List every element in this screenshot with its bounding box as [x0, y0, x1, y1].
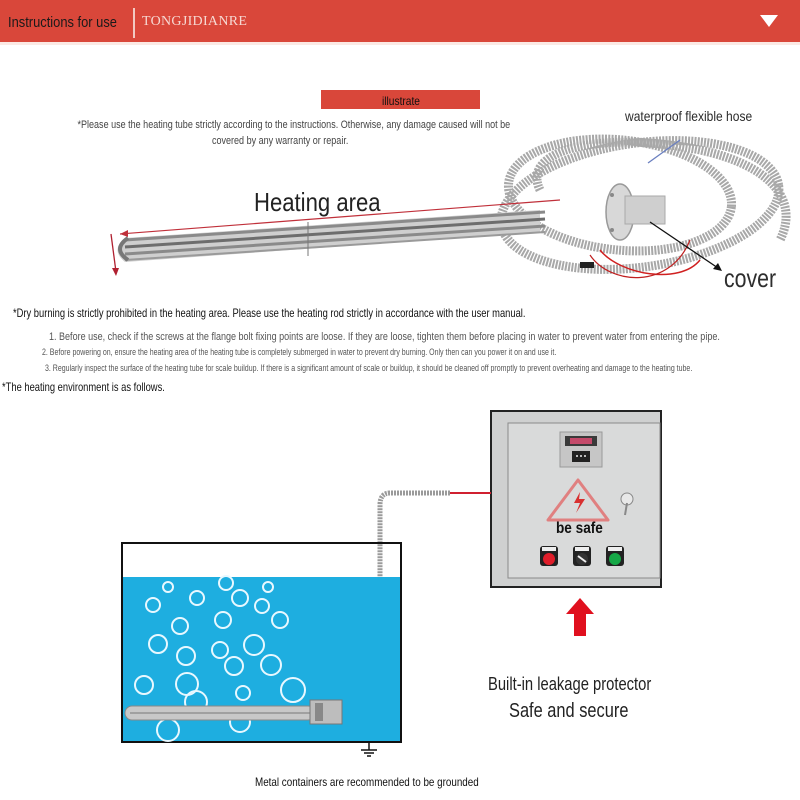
start-button — [606, 546, 624, 566]
heating-environment-diagram — [110, 400, 800, 770]
leakage-protector-label: Built-in leakage protector — [488, 674, 652, 694]
stop-button — [540, 546, 558, 566]
grounding-note: Metal containers are recommended to be grounded — [255, 775, 479, 789]
dry-burn-warning: *Dry burning is strictly prohibited in the heating area. Please use the heating rod strictly in accordance with the user manual. — [13, 306, 526, 320]
environment-heading: *The heating environment is as follows. — [2, 380, 165, 394]
flange-cover — [606, 184, 665, 240]
page-title: Instructions for use — [8, 14, 117, 31]
section-label: illustrate — [382, 94, 420, 108]
caret-down-icon[interactable] — [760, 15, 778, 27]
heating-area-label: Heating area — [254, 187, 381, 217]
ground-symbol-icon — [361, 742, 377, 756]
notice-line-1: *Please use the heating tube strictly according to the instructions. Otherwise, any damage caused will not be — [77, 119, 511, 131]
hose-label: waterproof flexible hose — [625, 108, 753, 124]
header-bar — [0, 0, 800, 42]
brand-name: TONGJIDIANRE — [142, 14, 248, 29]
header-underline — [0, 42, 800, 45]
control-box — [491, 411, 661, 587]
up-arrow-icon — [566, 598, 594, 636]
selector-switch — [573, 546, 591, 566]
header-divider — [133, 8, 135, 38]
instruction-step-2: 2. Before powering on, ensure the heating area of the heating tube is completely submerged in water to prevent dry burning. Only then can you power it on and use it. — [42, 347, 557, 357]
safe-secure-label: Safe and secure — [509, 700, 629, 722]
water-tank — [122, 543, 401, 742]
be-safe-label: be safe — [556, 520, 603, 537]
notice-line-2: covered by any warranty or repair. — [211, 135, 349, 147]
heating-rod-illustration — [80, 100, 800, 300]
cover-label: cover — [724, 263, 777, 293]
instruction-step-3: 3. Regularly inspect the surface of the heating tube for scale buildup. If there is a significant amount of scale or buildup, it should be cleaned off promptly to prevent overheating and damage to the heating tube. — [45, 363, 693, 373]
instruction-step-1: 1. Before use, check if the screws at the flange bolt fixing points are loose. If they are loose, tighten them before placing in water to prevent water from entering the pipe. — [49, 331, 720, 343]
